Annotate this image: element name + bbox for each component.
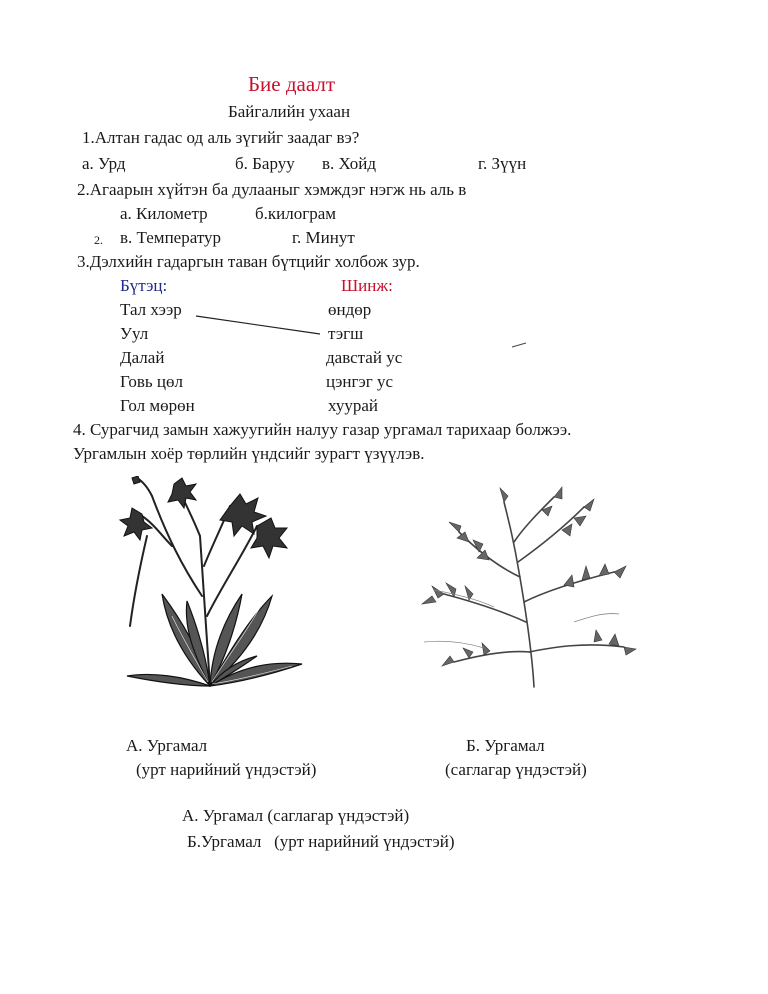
q2-option-b: б.килограм — [255, 204, 337, 223]
plant-b-label: Б. Ургамал — [466, 736, 545, 755]
structure-item: Уул — [120, 324, 149, 343]
q1-option-d: г. Зүүн — [478, 154, 527, 173]
feature-header: Шинж: — [341, 276, 393, 295]
plant-a-illustration — [112, 476, 322, 696]
q2-option-c: в. Температур — [120, 228, 222, 247]
q2-question: 2.Агаарын хүйтэн ба дулааныг хэмждэг нэгж нь аль в — [77, 180, 467, 199]
answer-a: А. Ургамал (саглагар үндэстэй) — [182, 806, 410, 825]
structure-item: Гол мөрөн — [120, 396, 195, 415]
plant-a-description: (урт нарийний үндэстэй) — [136, 760, 317, 779]
q1-option-a: а. Урд — [82, 154, 126, 173]
q2-option-d: г. Минут — [292, 228, 355, 247]
feature-item: хуурай — [328, 396, 378, 415]
q1-question: 1.Алтан гадас од аль зүгийг заадаг вэ? — [82, 128, 360, 147]
page-title: Бие даалт — [248, 72, 336, 96]
feature-item: цэнгэг ус — [326, 372, 394, 391]
feature-item: тэгш — [328, 324, 364, 343]
feature-item: давстай ус — [326, 348, 403, 367]
structure-header: Бүтэц: — [120, 276, 168, 295]
subject-title: Байгалийн ухаан — [228, 102, 351, 121]
plant-a-label: А. Ургамал — [126, 736, 208, 755]
plant-b-illustration — [414, 482, 644, 692]
q3-question: 3.Дэлхийн гадаргын таван бүтцийг холбож зур. — [77, 252, 420, 271]
q4-line-2: Ургамлын хоёр төрлийн үндсийг зурагт үзүүлэв. — [73, 444, 425, 463]
q1-option-c: в. Хойд — [322, 154, 376, 173]
feature-item: өндөр — [328, 300, 372, 319]
answer-b: Б.Ургамал (урт нарийний үндэстэй) — [187, 832, 455, 851]
structure-item: Говь цөл — [120, 372, 183, 391]
q4-line-1: 4. Сурагчид замын хажуугийн налуу газар ургамал тарихаар болжээ. — [73, 420, 572, 439]
plant-b-description: (саглагар үндэстэй) — [445, 760, 587, 779]
structure-item: Тал хээр — [120, 300, 182, 319]
q2-option-a: а. Километр — [120, 204, 208, 223]
structure-item: Далай — [120, 348, 165, 367]
q1-option-b: б. Баруу — [235, 154, 295, 173]
q2-list-number: 2. — [94, 233, 103, 247]
